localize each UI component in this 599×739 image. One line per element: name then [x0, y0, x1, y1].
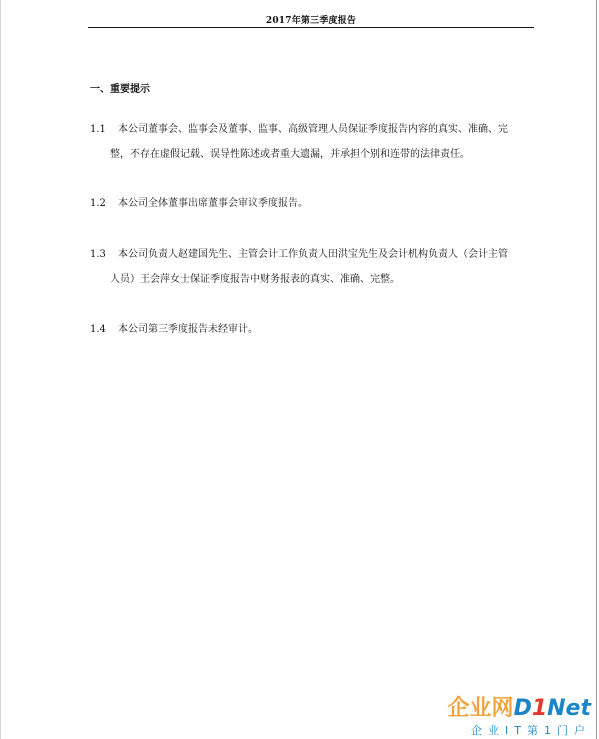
item-number: 1.4 — [90, 324, 106, 335]
item-number: 1.1 — [90, 124, 106, 135]
item-number: 1.2 — [90, 198, 106, 209]
watermark-brand-net: Net — [547, 696, 591, 721]
notice-item-1-2 — [90, 191, 535, 216]
section-heading: 一、重要提示 — [90, 84, 150, 95]
watermark-brand-one: 1 — [531, 696, 548, 721]
watermark-brand-cn: 企业网 — [447, 696, 514, 721]
report-header-title: 2017年第三季度报告 — [265, 16, 357, 26]
notice-item-1-3 — [90, 242, 535, 292]
notice-item-1-1 — [90, 117, 535, 167]
item-text-line: 人员）王会萍女士保证季度报告中财务报表的真实、准确、完整。 — [110, 274, 400, 285]
watermark-tagline: 企业IT第1门户 — [471, 724, 591, 737]
header-rule — [88, 27, 534, 28]
watermark-brand — [448, 697, 591, 721]
item-text-line: 整，不存在虚假记载、误导性陈述或者重大遗漏，并承担个别和连带的法律责任。 — [110, 149, 470, 160]
watermark-brand-d: D — [513, 696, 532, 721]
watermark-logo — [431, 697, 593, 737]
item-text-line: 本公司全体董事出席董事会审议季度报告。 — [118, 198, 308, 209]
item-text-line: 本公司负责人赵建国先生、主管会计工作负责人田洪宝先生及会计机构负责人（会计主管 — [118, 249, 508, 260]
notice-item-1-4 — [90, 317, 535, 342]
item-number: 1.3 — [90, 249, 106, 260]
item-text-line: 本公司董事会、监事会及董事、监事、高级管理人员保证季度报告内容的真实、准确、完 — [118, 124, 508, 135]
item-text-line: 本公司第三季度报告未经审计。 — [118, 324, 258, 335]
